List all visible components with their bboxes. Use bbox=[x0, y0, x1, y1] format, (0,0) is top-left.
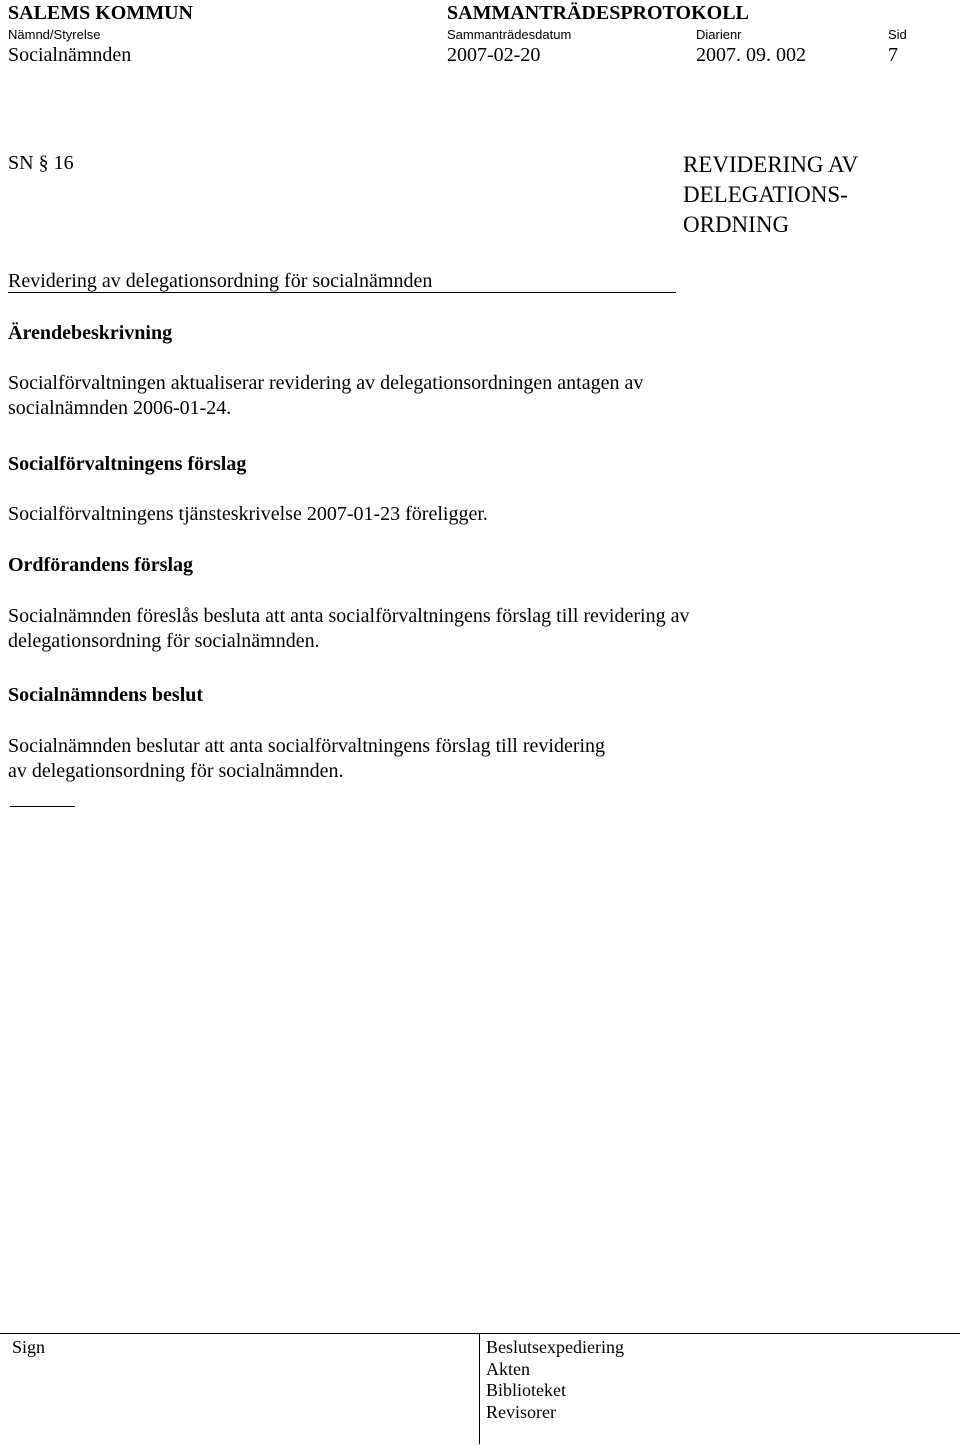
section-heading-decision: Socialnämndens beslut bbox=[8, 684, 204, 706]
distribution-item: Akten bbox=[486, 1358, 530, 1379]
section-text-decision: Socialnämnden beslutar att anta socialförvaltningens förslag till revidering av delegationsordning för socialnämnden. bbox=[8, 735, 606, 782]
signature-box bbox=[0, 1333, 960, 1445]
meeting-date-value: 2007-02-20 bbox=[447, 44, 541, 66]
distribution-item: Beslutsexpediering bbox=[486, 1337, 624, 1357]
reg-number-label: Diarienr bbox=[696, 27, 742, 42]
section-heading-administration-proposal: Socialförvaltningens förslag bbox=[8, 453, 247, 475]
board-value: Socialnämnden bbox=[8, 44, 132, 66]
board-label: Nämnd/Styrelse bbox=[8, 27, 101, 42]
distribution-item: Biblioteket bbox=[486, 1380, 566, 1400]
page-label: Sid bbox=[888, 27, 907, 42]
reg-number-value: 2007. 09. 002 bbox=[696, 44, 806, 66]
distribution-item: Revisorer bbox=[486, 1401, 556, 1422]
sign-label: Sign bbox=[12, 1337, 46, 1357]
section-text-description: Socialförvaltningen aktualiserar revidering av delegationsordningen antagen av socialnämnden 2006-01-24. bbox=[8, 372, 644, 419]
document-type: SAMMANTRÄDESPROTOKOLL bbox=[447, 2, 749, 24]
signature-divider bbox=[479, 1333, 480, 1444]
case-topic: REVIDERING AV DELEGATIONS-ORDNING bbox=[683, 152, 858, 237]
end-rule bbox=[10, 806, 75, 807]
case-number: SN § 16 bbox=[8, 152, 74, 174]
distribution-list bbox=[486, 1337, 624, 1423]
page-number-value: 7 bbox=[888, 44, 898, 66]
section-text-administration-proposal: Socialförvaltningens tjänsteskrivelse 2007-01-23 föreligger. bbox=[8, 503, 488, 525]
case-subject: Revidering av delegationsordning för socialnämnden bbox=[8, 270, 433, 292]
section-heading-description: Ärendebeskrivning bbox=[8, 322, 173, 344]
subject-underline bbox=[8, 292, 676, 293]
section-heading-chair-proposal: Ordförandens förslag bbox=[8, 554, 193, 576]
organization-name: SALEMS KOMMUN bbox=[8, 2, 193, 24]
meeting-date-label: Sammanträdesdatum bbox=[447, 27, 572, 42]
section-text-chair-proposal: Socialnämnden föreslås besluta att anta socialförvaltningens förslag till revidering av delegationsordning för socialnämnden. bbox=[8, 605, 690, 652]
